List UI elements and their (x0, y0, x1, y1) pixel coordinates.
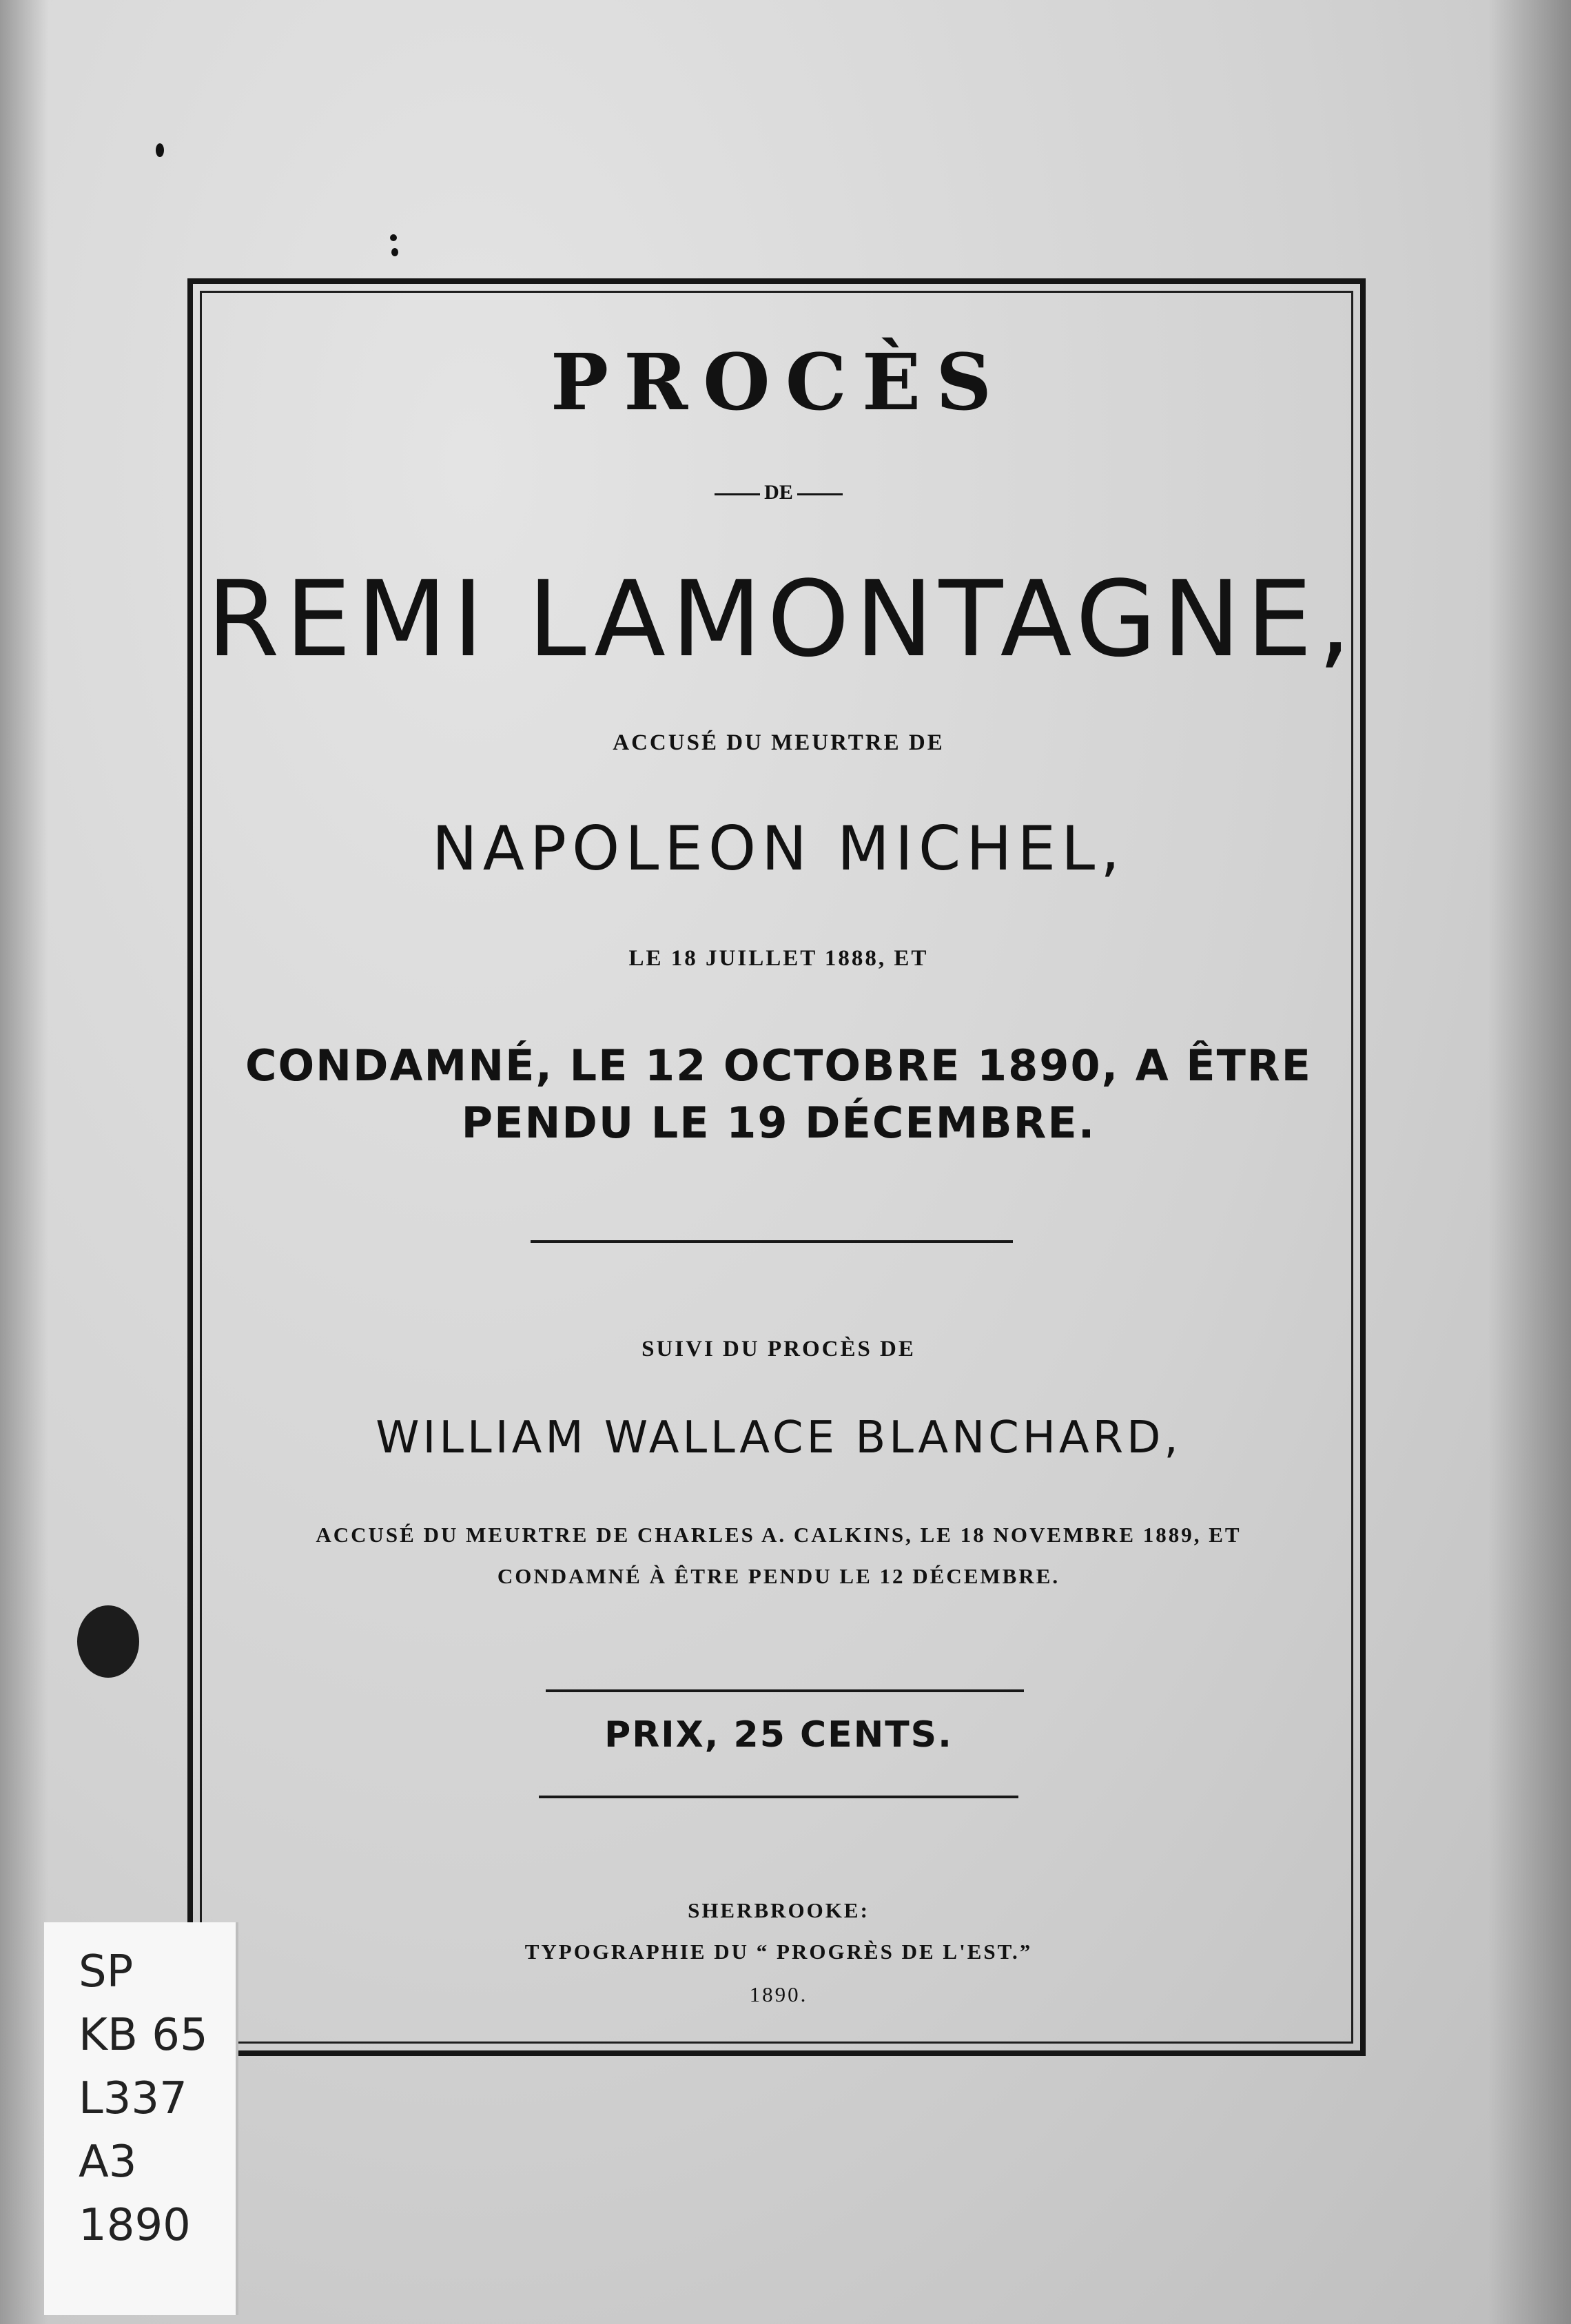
call-number-label (44, 1922, 238, 2315)
second-accused: WILLIAM WALLACE BLANCHARD, (376, 1412, 1182, 1463)
title: PROCÈS (550, 338, 1007, 428)
accused-name: REMI LAMONTAGNE, (207, 558, 1357, 680)
sentence-line-1: CONDAMNÉ, LE 12 OCTOBRE 1890, A ÊTRE (245, 1040, 1313, 1091)
right-dash (797, 493, 843, 495)
second-details-line-2: CONDAMNÉ À ÊTRE PENDU LE 12 DÉCEMBRE. (497, 1564, 1060, 1588)
followed-by: SUIVI DU PROCÈS DE (641, 1337, 916, 1361)
ink-speck (391, 248, 398, 256)
call-number-line: KB 65 (79, 2010, 208, 2061)
inner-border (200, 291, 1357, 2044)
victim-name: NAPOLEON MICHEL, (431, 813, 1126, 884)
divider-rule (531, 1240, 1013, 1243)
date-of-crime: LE 18 JUILLET 1888, ET (628, 946, 929, 971)
de-connector (207, 481, 1351, 504)
left-edge-shadow (0, 0, 48, 2324)
price-rule-bottom (539, 1796, 1018, 1798)
punch-hole (77, 1605, 139, 1678)
imprint-city: SHERBROOKE: (688, 1898, 870, 1922)
imprint-year: 1890. (749, 1982, 808, 2006)
price: PRIX, 25 CENTS. (604, 1714, 953, 1756)
ink-speck (390, 234, 397, 241)
imprint-printer: TYPOGRAPHIE DU “ PROGRÈS DE L'EST.” (524, 1940, 1033, 1964)
call-number-line: A3 (79, 2137, 137, 2188)
ink-speck (156, 143, 164, 157)
call-number-line: 1890 (79, 2200, 191, 2251)
accused-of: ACCUSÉ DU MEURTRE DE (613, 730, 945, 755)
de-text: DE (764, 481, 793, 504)
price-rule-top (546, 1689, 1024, 1692)
second-details-line-1: ACCUSÉ DU MEURTRE DE CHARLES A. CALKINS, LE 18 NOVEMBRE 1889, ET (316, 1523, 1242, 1547)
left-dash (715, 493, 760, 495)
call-number-line: L337 (79, 2073, 187, 2124)
sentence-line-2: PENDU LE 19 DÉCEMBRE. (461, 1098, 1096, 1148)
right-edge-wear (1488, 0, 1571, 2324)
call-number-line: SP (79, 1946, 134, 1997)
